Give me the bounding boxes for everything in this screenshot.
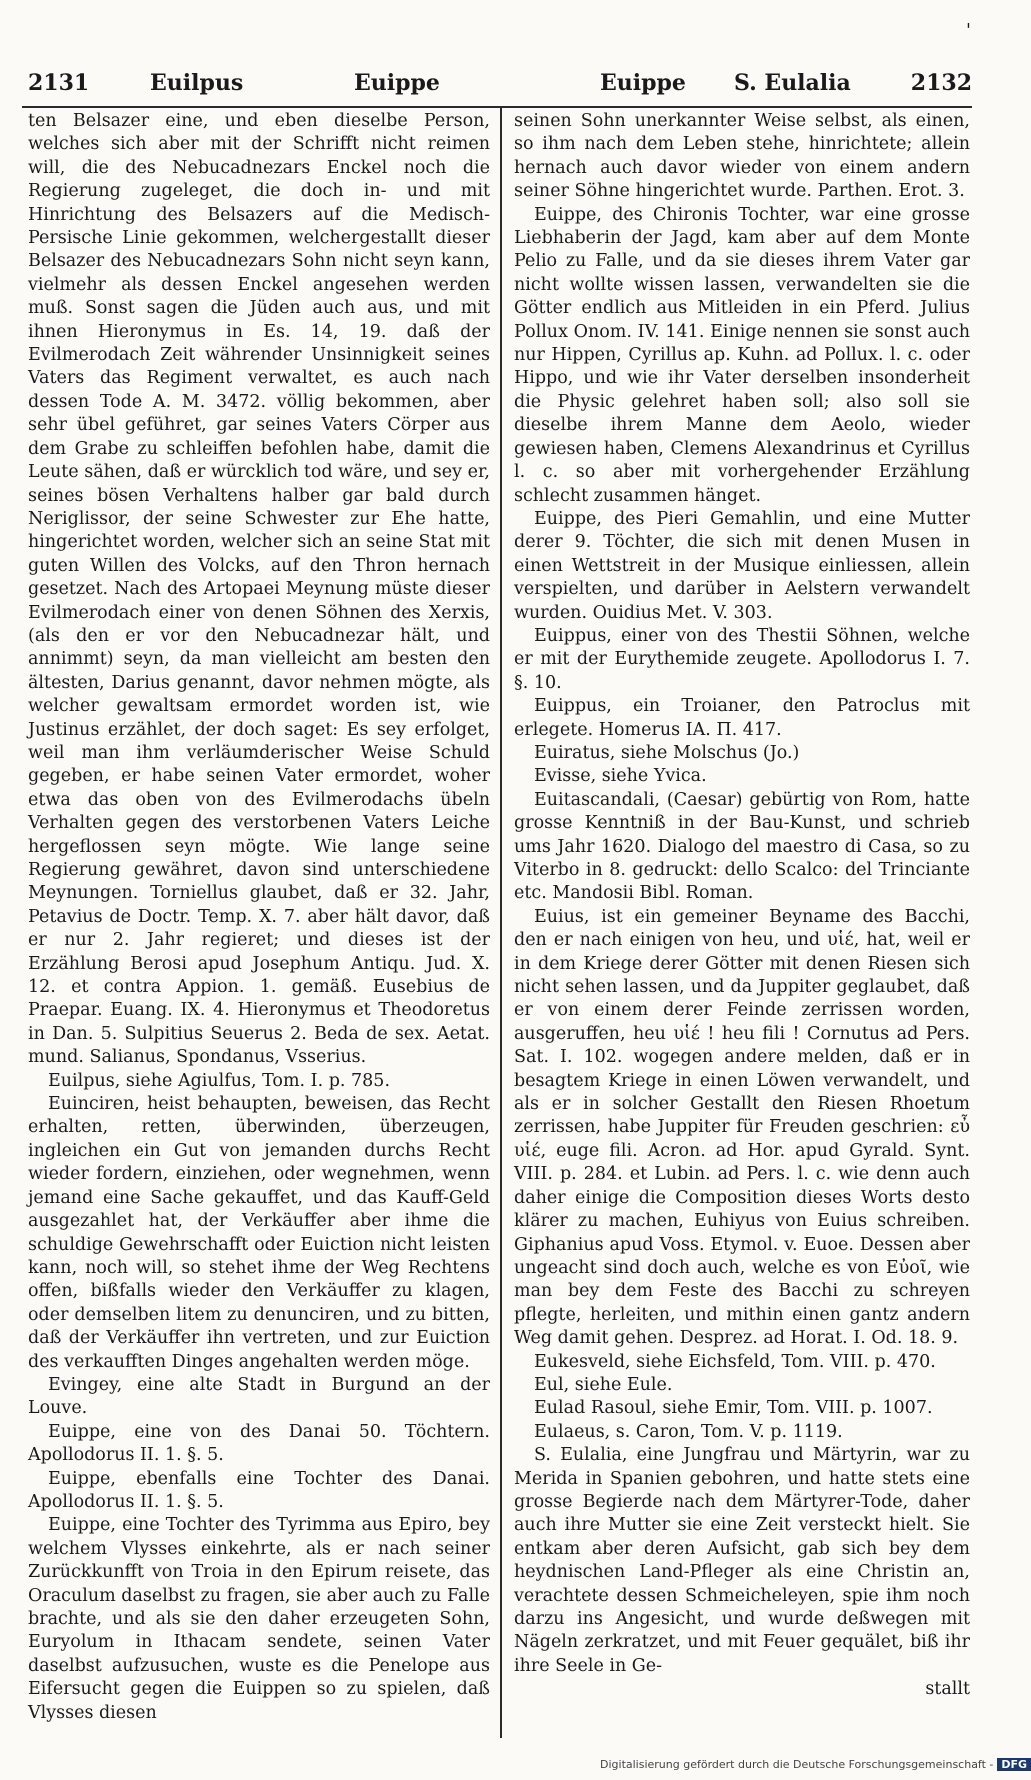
running-header	[22, 70, 972, 104]
right-column	[514, 110, 970, 1732]
catchword: stallt	[925, 1679, 970, 1700]
left-column	[28, 110, 490, 1732]
corner-mark: '	[966, 20, 971, 41]
entry-paragraph: Evingey, eine alte Stadt in Burgund an der Louve.	[28, 1374, 490, 1419]
entry-paragraph: Euippe, eine von des Danai 50. Töchtern. Apollodorus II. 1. §. 5.	[28, 1421, 490, 1466]
entry-paragraph: Euitascandali, (Caesar) gebürtig von Rom, hatte grosse Kenntniß in der Bau-Kunst, und schrieb ums Jahr 1620. Dialogo del maestro di Casa, so zu Viterbo in 8. gedruckt: dello Scalco: del Trinciante etc. Mandosii Bibl. Roman.	[514, 789, 970, 904]
right-page-number: 2132	[910, 70, 972, 96]
entry-paragraph: Euiratus, siehe Molschus (Jo.)	[534, 742, 800, 763]
dfg-logo: DFG	[997, 1758, 1031, 1771]
footer-text: Digitalisierung gefördert durch die Deutsche Forschungsgemeinschaft -	[600, 1758, 994, 1771]
entry-paragraph: Euilpus, siehe Agiulfus, Tom. I. p. 785.	[48, 1070, 391, 1091]
entry-paragraph: Euinciren, heist behaupten, beweisen, das Recht erhalten, retten, überwinden, überzeugen, ingleichen ein Gut von jemanden durchs Recht wieder fordern, einziehen, oder wegnehmen, wenn jemand eine Sache gekauffet, und das Kauff-Geld ausgezahlet hat, der Verkäuffer aber ihme die schuldige Gewehrschafft oder Euiction nicht leisten kann, noch will, so stehet ihme der Weg Rechtens offen, bißfalls wieder den Verkäuffer zu klagen, oder demselben litem zu denunciren, und zu bitten, daß der Verkäuffer ihn vertreten, und zur Euiction des verkaufften Dinges angehalten werden möge.	[28, 1094, 490, 1372]
right-first-keyword: Euippe	[600, 70, 686, 96]
digitization-footer	[600, 1758, 1028, 1776]
entry-paragraph: Eulad Rasoul, siehe Emir, Tom. VIII. p. 1007.	[534, 1398, 933, 1419]
entry-paragraph: Evisse, siehe Yvica.	[534, 766, 707, 787]
entry-paragraph: Euippe, eine Tochter des Tyrimma aus Epiro, bey welchem Vlysses einkehrte, als er nach seiner Zurückkunfft von Troia in den Epirum reisete, das Oraculum daselbst zu fragen, sie aber auch zu Falle brachte, und als sie den daher erzeugeten Sohn, Euryolum in Ithacam sendete, seinen Vater daselbst aufzusuchen, wuste es die Penelope aus Eifersucht gegen die Euippen so zu spielen, daß Vlysses diesen	[28, 1515, 490, 1723]
entry-paragraph: Euippe, des Pieri Gemahlin, und eine Mutter derer 9. Töchter, die sich mit denen Musen in einen Wettstreit in der Musique einliessen, allein verspielten, und darüber in Aelstern verwandelt wurden. Ouidius Met. V. 303.	[514, 508, 970, 623]
entry-paragraph: Euippus, einer von des Thestii Söhnen, welche er mit der Eurythemide zeugete. Apollodorus I. 7. §. 10.	[514, 625, 970, 693]
entry-paragraph: Eul, siehe Eule.	[534, 1374, 673, 1395]
left-last-keyword: Euippe	[354, 70, 440, 96]
entry-paragraph: S. Eulalia, eine Jungfrau und Märtyrin, war zu Merida in Spanien gebohren, und hatte stets eine grosse Begierde nach dem Märtyrer-Tode, daher auch ihre Mutter sie eine Zeit versteckt hielt. Sie entkam aber deren Aufsicht, gab sich bey dem heydnischen Land-Pfleger als eine Christin an, verachtete dessen Schmeicheleyen, spie ihm noch darzu ins Angesicht, und wurde deßwegen mit Nägeln zerkratzet, und mit Feuer gequälet, biß ihr ihre Seele in Ge-	[514, 1445, 970, 1676]
entry-paragraph: Euippe, ebenfalls eine Tochter des Danai. Apollodorus II. 1. §. 5.	[28, 1468, 490, 1512]
entry-paragraph: Euius, ist ein gemeiner Beyname des Bacchi, den er nach einigen von heu, und υἱέ, hat, weil er in dem Kriege derer Götter mit denen Riesen sich nicht sehen lassen, und da Juppiter geglaubet, daß er von einem derer Feinde zerrissen worden, ausgeruffen, heu υἱέ ! heu fili ! Cornutus ad Pers. Sat. I. 102. wogegen andere melden, daß er in besagtem Kriege in einen Löwen verwandelt, und als er in solcher Gestallt den Riesen Rhoetum zerrissen, habe Juppiter für Freuden geschrien: εὖ υἱέ, euge fili. Acron. ad Hor. apud Gyrald. Synt. VIII. p. 284. et Lubin. ad Pers. l. c. wie denn auch daher einige die Composition dieses Worts desto klärer zu machen, Euhiyus von Euius schreiben. Giphanius apud Voss. Etymol. v. Euoe. Dessen aber ungeacht sind doch auch, welche es von Εὐοῖ, wie man bey dem Feste des Bacchi zu schreyen pflegte, herleiten, und mithin einen gantz andern Weg damit gehen. Desprez. ad Horat. I. Od. 18. 9.	[514, 906, 970, 1349]
entry-paragraph: seinen Sohn unerkannter Weise selbst, als einen, so ihm nach dem Leben stehe, hinrichtete; allein hernach auch davor wieder von einem andern seiner Söhne hingerichtet wurde. Parthen. Erot. 3.	[514, 111, 970, 202]
entry-paragraph: Euippus, ein Troianer, den Patroclus mit erlegete. Homerus IA. Π. 417.	[514, 696, 970, 740]
entry-paragraph: ten Belsazer eine, und eben dieselbe Person, welches sich aber mit der Schrifft nicht reimen will, die des Nebucadnezars Enckel noch die Regierung zugeleget, die doch in- und mit Hinrichtung des Belsazers auf die Medisch-Persische Linie gekommen, welchergestallt dieser Belsazer des Nebucadnezars Sohn nicht seyn kann, vielmehr als dessen Enckel angesehen werden muß. Sonst sagen die Jüden auch aus, und mit ihnen Hieronymus in Es. 14, 19. daß der Evilmerodach Zeit währender Unsinnigkeit seines Vaters das Regiment verwaltet, es auch nach dessen Tode A. M. 3472. völlig bekommen, aber sehr übel geführet, gar seines Vaters Cörper aus dem Grabe zu schleiffen befohlen habe, damit die Leute sähen, daß er würcklich tod wäre, und sey er, seines bösen Verhaltens halber gar bald durch Neriglissor, der seine Schwester zur Ehe hatte, hingerichtet worden, welcher sich an seine Stat mit guten Willen des Volcks, auf den Thron hernach gesetzet. Nach des Artopaei Meynung müste dieser Evilmerodach einer von denen Söhnen des Xerxis, (als den er vor den Nebucadnezar hält, und annimmt) seyn, da man vielleicht am besten den ältesten, Darius genannt, davor nehmen mögte, als welcher gewaltsam ermordet worden ist, wie Justinus erzählet, der doch saget: Es sey erfolget, weil man ihm verläumderischer Weise Schuld gegeben, er habe seinen Vater ermordet, woher etwa das oben von des Evilmerodachs übeln Verhalten gegen des verstorbenen Vaters Leiche hergeflossen seyn mögte. Wie lange seine Regierung gewähret, davon sind unterschiedene Meynungen. Torniellus glaubet, daß er 32. Jahr, Petavius de Doctr. Temp. X. 7. aber hält davor, daß er nur 2. Jahr regieret; und dieses ist der Erzählung Berosi apud Josephum Antiqu. Jud. X. 12. et contra Appion. 1. gemäß. Eusebius de Praepar. Euang. IX. 4. Hieronymus et Theodoretus in Dan. 5. Sulpitius Seuerus 2. Beda de sex. Aetat. mund. Salianus, Spondanus, Vsserius.	[28, 111, 490, 1068]
column-divider	[500, 108, 502, 1738]
left-page-number: 2131	[28, 70, 90, 96]
left-first-keyword: Euilpus	[150, 70, 244, 96]
right-last-keyword: S. Eulalia	[734, 70, 851, 96]
entry-paragraph: Eulaeus, s. Caron, Tom. V. p. 1119.	[534, 1421, 843, 1442]
entry-paragraph: Eukesveld, siehe Eichsfeld, Tom. VIII. p. 470.	[534, 1351, 936, 1372]
entry-paragraph: Euippe, des Chironis Tochter, war eine grosse Liebhaberin der Jagd, kam aber auf dem Monte Pelio zu Falle, und da sie dieses ihrem Vater gar nicht wollte wissen lassen, verwandelten sie die Götter endlich aus Mitleiden in ein Pferd. Julius Pollux Onom. IV. 141. Einige nennen sie sonst auch nur Hippen, Cyrillus ap. Kuhn. ad Pollux. l. c. oder Hippo, und wie ihr Vater derselben insonderheit die Physic gelehret haben soll; also soll sie dieselbe ihrem Manne dem Aeolo, wieder gewiesen haben, Clemens Alexandrinus et Cyrillus l. c. so aber mit vorhergehender Erzählung schlecht zusammen hänget.	[514, 204, 970, 506]
header-rule	[22, 106, 972, 108]
